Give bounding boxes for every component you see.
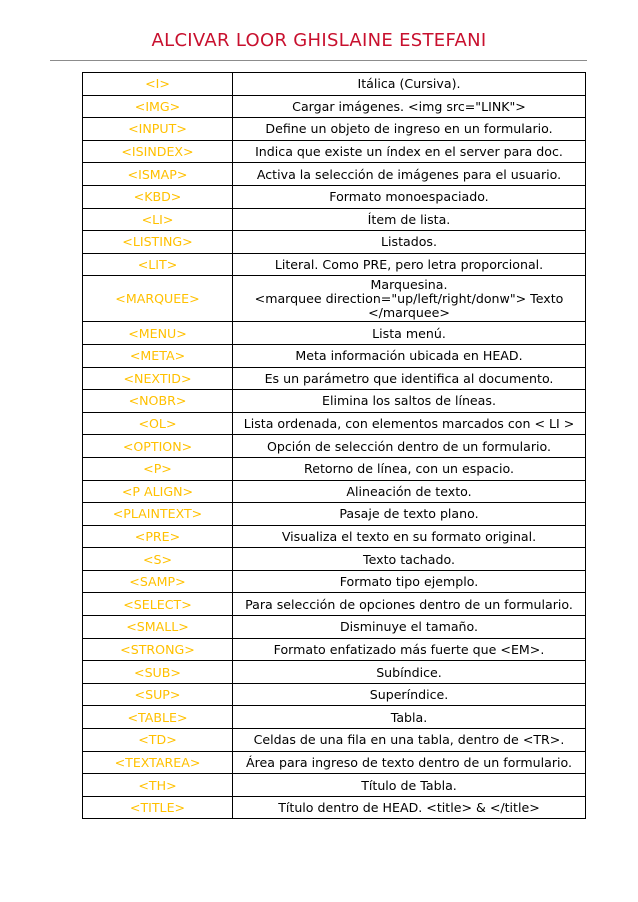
- tag-cell: <NEXTID>: [83, 367, 233, 390]
- description-cell: Meta información ubicada en HEAD.: [233, 344, 586, 367]
- table-row: [83, 390, 586, 413]
- tag-cell: <STRONG>: [83, 638, 233, 661]
- tag-cell: <TABLE>: [83, 706, 233, 729]
- table-row: [83, 570, 586, 593]
- table-row: [83, 480, 586, 503]
- tag-cell: <LIT>: [83, 253, 233, 276]
- description-cell: Texto tachado.: [233, 548, 586, 571]
- description-cell: Activa la selección de imágenes para el usuario.: [233, 163, 586, 186]
- tag-cell: <SELECT>: [83, 593, 233, 616]
- table-row: [83, 140, 586, 163]
- table-row: [83, 683, 586, 706]
- description-cell: Formato tipo ejemplo.: [233, 570, 586, 593]
- description-cell: Ítem de lista.: [233, 208, 586, 231]
- tag-cell: <INPUT>: [83, 118, 233, 141]
- table-row: [83, 185, 586, 208]
- tag-cell: <NOBR>: [83, 390, 233, 413]
- description-cell: Retorno de línea, con un espacio.: [233, 457, 586, 480]
- description-cell: Visualiza el texto en su formato original.: [233, 525, 586, 548]
- tag-cell: <MENU>: [83, 322, 233, 345]
- description-cell: Lista ordenada, con elementos marcados con < LI >: [233, 412, 586, 435]
- tag-cell: <SMALL>: [83, 616, 233, 639]
- title-underline: [50, 60, 587, 61]
- tag-cell: <META>: [83, 344, 233, 367]
- table-row: [83, 95, 586, 118]
- description-cell: Cargar imágenes. <img src="LINK">: [233, 95, 586, 118]
- tag-cell: <P ALIGN>: [83, 480, 233, 503]
- table-row: [83, 253, 586, 276]
- table-row: [83, 525, 586, 548]
- tag-cell: <P>: [83, 457, 233, 480]
- table-row: [83, 163, 586, 186]
- tag-cell: <OL>: [83, 412, 233, 435]
- description-cell: Pasaje de texto plano.: [233, 503, 586, 526]
- table-row: [83, 367, 586, 390]
- tag-cell: <TITLE>: [83, 796, 233, 819]
- description-cell: Literal. Como PRE, pero letra proporcional.: [233, 253, 586, 276]
- tag-cell: <MARQUEE>: [83, 276, 233, 322]
- description-cell: Define un objeto de ingreso en un formulario.: [233, 118, 586, 141]
- table-row: [83, 231, 586, 254]
- tag-cell: <KBD>: [83, 185, 233, 208]
- description-cell: Tabla.: [233, 706, 586, 729]
- description-cell: Celdas de una fila en una tabla, dentro de <TR>.: [233, 729, 586, 752]
- page-title: ALCIVAR LOOR GHISLAINE ESTEFANI: [151, 30, 487, 51]
- description-cell: Subíndice.: [233, 661, 586, 684]
- table-row: [83, 276, 586, 322]
- tag-cell: <LI>: [83, 208, 233, 231]
- table-row: [83, 457, 586, 480]
- description-cell: Es un parámetro que identifica al documento.: [233, 367, 586, 390]
- description-cell: Formato monoespaciado.: [233, 185, 586, 208]
- table-row: [83, 593, 586, 616]
- description-cell: Itálica (Cursiva).: [233, 73, 586, 96]
- description-cell: Elimina los saltos de líneas.: [233, 390, 586, 413]
- description-cell: Indica que existe un índex en el server para doc.: [233, 140, 586, 163]
- tag-cell: <TD>: [83, 729, 233, 752]
- description-cell: Opción de selección dentro de un formulario.: [233, 435, 586, 458]
- tag-cell: <OPTION>: [83, 435, 233, 458]
- description-cell: Título dentro de HEAD. <title> & </title>: [233, 796, 586, 819]
- tag-cell: <ISMAP>: [83, 163, 233, 186]
- description-cell: Formato enfatizado más fuerte que <EM>.: [233, 638, 586, 661]
- description-cell: Listados.: [233, 231, 586, 254]
- table-body: [83, 73, 586, 819]
- table-row: [83, 706, 586, 729]
- tag-cell: <SUB>: [83, 661, 233, 684]
- table-row: [83, 548, 586, 571]
- tag-cell: <SUP>: [83, 683, 233, 706]
- table-row: [83, 638, 586, 661]
- description-cell: Título de Tabla.: [233, 774, 586, 797]
- description-cell: Disminuye el tamaño.: [233, 616, 586, 639]
- tag-cell: <LISTING>: [83, 231, 233, 254]
- tag-cell: <I>: [83, 73, 233, 96]
- html-tags-table: [82, 72, 586, 819]
- table-row: [83, 208, 586, 231]
- table-row: [83, 118, 586, 141]
- table-row: [83, 616, 586, 639]
- tag-cell: <PLAINTEXT>: [83, 503, 233, 526]
- tag-cell: <TH>: [83, 774, 233, 797]
- description-cell: Lista menú.: [233, 322, 586, 345]
- description-cell: Para selección de opciones dentro de un formulario.: [233, 593, 586, 616]
- table-row: [83, 729, 586, 752]
- description-cell: Área para ingreso de texto dentro de un formulario.: [233, 751, 586, 774]
- description-cell: Superíndice.: [233, 683, 586, 706]
- description-cell: Marquesina. <marquee direction="up/left/right/donw"> Texto </marquee>: [233, 276, 586, 322]
- table-row: [83, 503, 586, 526]
- description-cell: Alineación de texto.: [233, 480, 586, 503]
- tag-cell: <TEXTAREA>: [83, 751, 233, 774]
- table-row: [83, 73, 586, 96]
- tag-cell: <S>: [83, 548, 233, 571]
- tag-cell: <ISINDEX>: [83, 140, 233, 163]
- tag-cell: <IMG>: [83, 95, 233, 118]
- tag-cell: <PRE>: [83, 525, 233, 548]
- tag-cell: <SAMP>: [83, 570, 233, 593]
- table-row: [83, 751, 586, 774]
- table-row: [83, 344, 586, 367]
- table-row: [83, 412, 586, 435]
- table-row: [83, 435, 586, 458]
- table-row: [83, 774, 586, 797]
- table-row: [83, 661, 586, 684]
- table-row: [83, 796, 586, 819]
- table-row: [83, 322, 586, 345]
